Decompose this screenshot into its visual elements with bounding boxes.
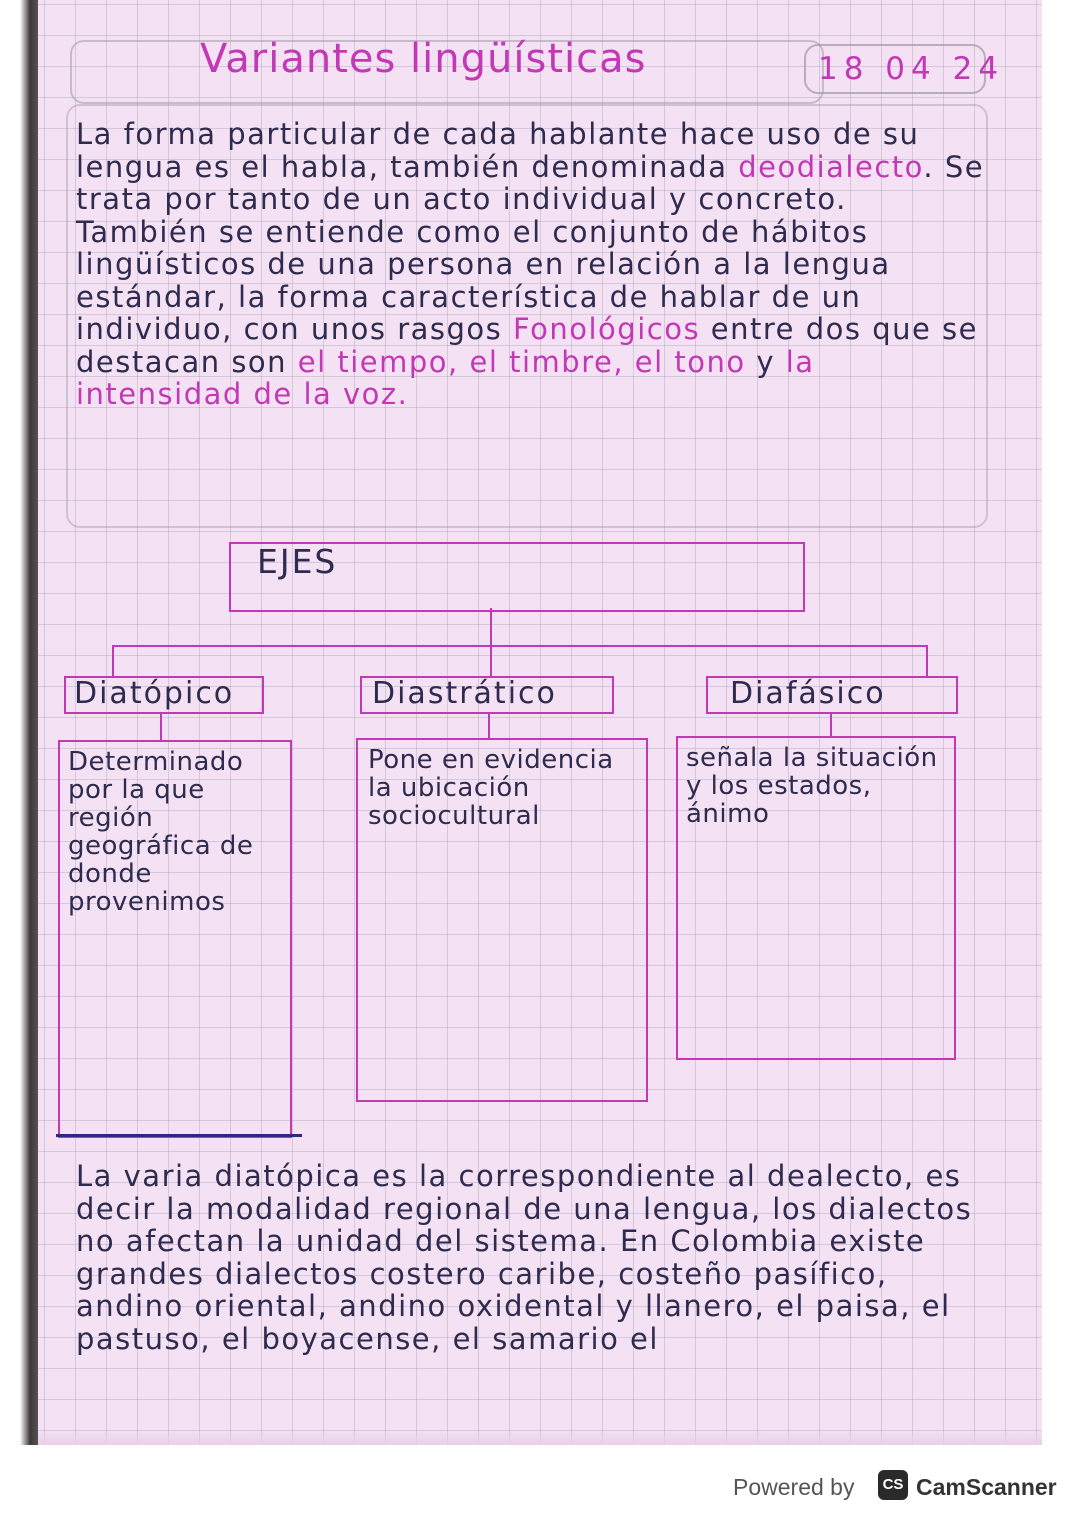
branch-connector-3: [926, 645, 928, 677]
branch-label-3: Diafásico: [730, 676, 886, 711]
powered-by-text: Powered by: [733, 1474, 855, 1500]
page-title: Variantes lingüísticas: [200, 36, 647, 82]
intro-text-2: . Se trata por tanto de un acto individual y concreto. También se entiende como el conjunto de hábitos lingüísticos de una persona en relación a la lengua estándar, la forma característica de hablar de un individuo, con unos rasgos: [76, 149, 985, 346]
desc-connector-3: [830, 712, 832, 738]
diagram-root-label: EJES: [257, 542, 338, 581]
intro-text-1: La forma particular de cada hablante hace uso de su lengua es el habla, también denominada: [76, 117, 920, 184]
branch-desc-1: Determinado por la que región geográfica de donde provenimos: [68, 747, 254, 917]
intro-paragraph: [76, 118, 986, 411]
page-date: 18 04 24: [818, 51, 1005, 87]
intro-highlight-1: deodialecto: [738, 149, 924, 184]
desc-connector-1: [160, 712, 162, 742]
branch-label-1: Diatópico: [74, 676, 235, 711]
branch-label-2: Diastrático: [372, 676, 557, 711]
branch-desc-3: señala la situación y los estados, ánimo: [686, 743, 938, 829]
intro-text-4: y: [745, 344, 786, 379]
page-shadow: [0, 0, 40, 1445]
root-connector: [490, 608, 492, 646]
intro-highlight-3: el tiempo, el timbre, el tono: [297, 344, 746, 379]
closing-paragraph: La varia diatópica es la correspondiente al dealecto, es decir la modalidad regional de una lengua, los dialectos no afectan la unidad del sistema. En Colombia existe grandes dialectos costero caribe, costeño pasífico, andino oriental, andino oxidental y llanero, el paisa, el pastuso, el boyacense, el samario el: [76, 1159, 973, 1356]
branch-bar: [112, 645, 928, 647]
intro-text-3: entre dos que se destacan son: [76, 312, 978, 379]
intro-highlight-4: la intensidad de la voz.: [76, 344, 815, 411]
intro-highlight-2: Fonológicos: [512, 312, 701, 346]
branch-desc-2: Pone en evidencia la ubicación sociocultural: [368, 745, 614, 831]
section-divider: [56, 1134, 302, 1137]
camscanner-brand: CamScanner: [916, 1474, 1057, 1500]
desc-connector-2: [488, 712, 490, 740]
page-edge: [38, 1430, 1042, 1445]
camscanner-logo-icon: CS: [878, 1470, 908, 1500]
branch-connector-2: [490, 645, 492, 677]
branch-connector-1: [112, 645, 114, 677]
